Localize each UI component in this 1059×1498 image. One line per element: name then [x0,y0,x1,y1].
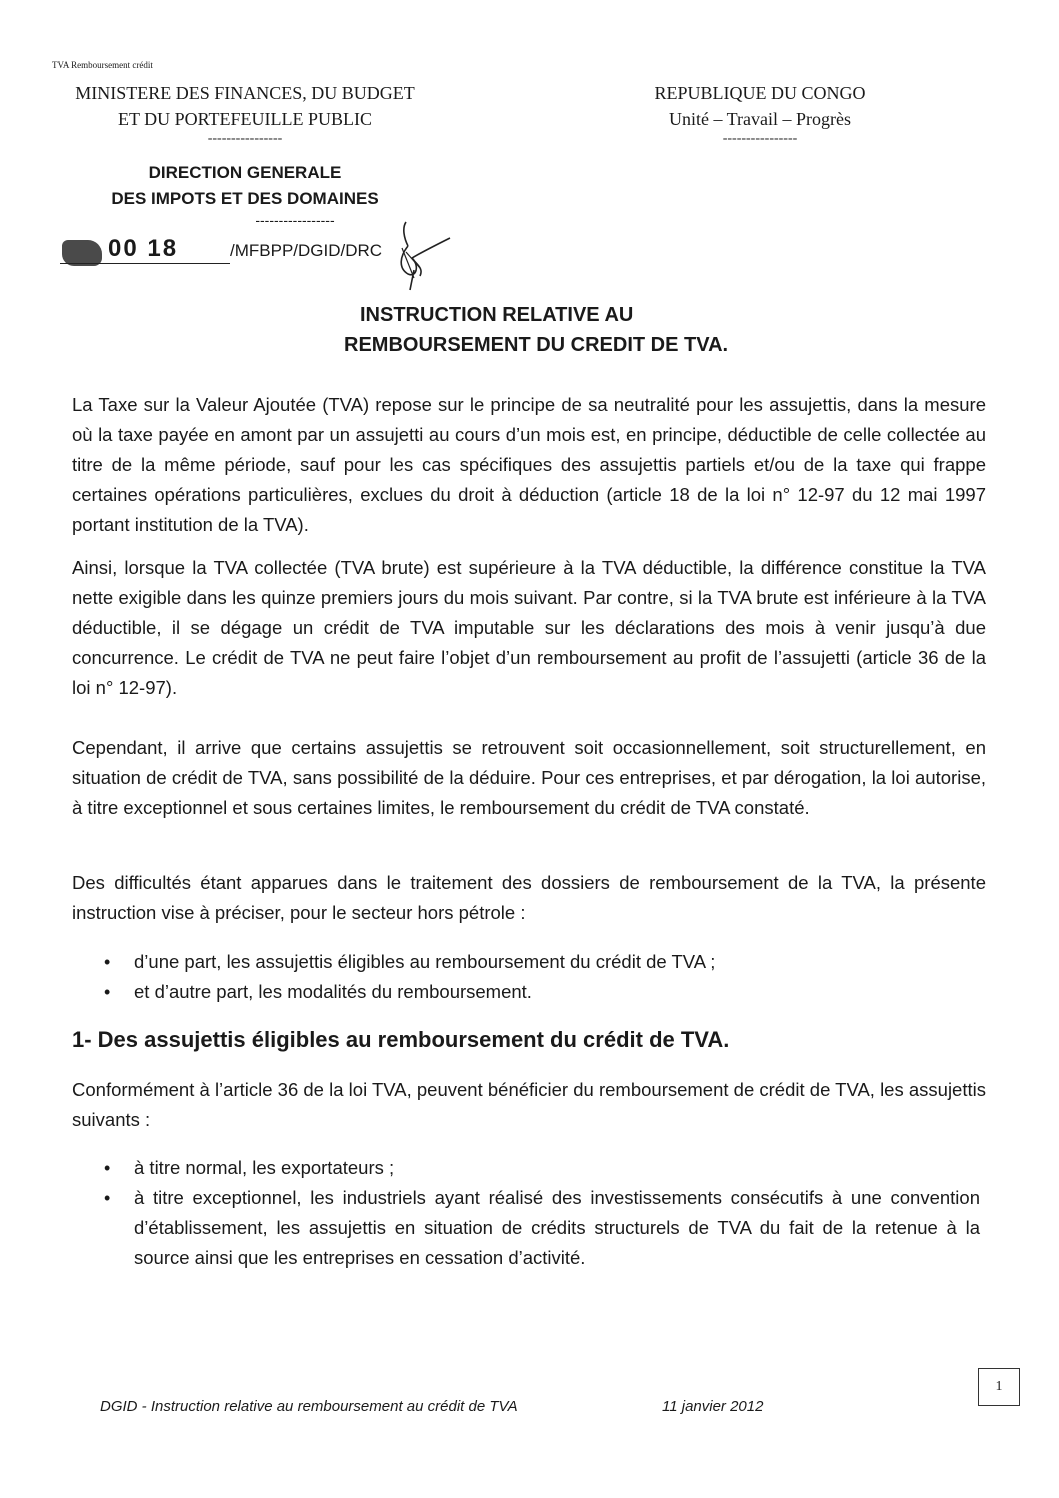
reference-number: 00 18 [60,235,230,264]
ministry-line-1: MINISTERE DES FINANCES, DU BUDGET [75,83,415,103]
republic-motto: Unité – Travail – Progrès [669,109,851,129]
paragraph-credit: Ainsi, lorsque la TVA collectée (TVA brute) est supérieure à la TVA déductible, la différence constitue la TVA nette exigible dans les quinze premiers jours du mois suivant. Par contre, si la TVA brute est inférieure à la TVA déductible, il se dégage un crédit de TVA imputable sur les déclarations des mois à venir jusqu’à due concurrence. Le crédit de TVA ne peut faire l’objet d’un remboursement au profit de l’assujetti (article 36 de la loi n° 12-97). [72,557,986,698]
footer-date: 11 janvier 2012 [662,1398,764,1415]
republic-block [640,80,880,146]
paragraph-intro: La Taxe sur la Valeur Ajoutée (TVA) repose sur le principe de sa neutralité pour les assujettis, dans la mesure où la taxe payée en amont par un assujetti au cours d’un mois est, en principe, déductible de celle collectée au titre de la même période, sauf pour les cas spécifiques des assujettis partiels et/ou de la taxe qui frappe certaines opérations particulières, exclues du droit à déduction (article 18 de la loi n° 12-97 du 12 mai 1997 portant institution de la TVA). [72,394,986,535]
paragraph-eligibility: Conformément à l’article 36 de la loi TVA, peuvent bénéficier du remboursement de crédit de TVA, les assujettis suivants : [72,1079,986,1130]
eligibility-list [100,1153,980,1273]
list-item: • à titre normal, les exportateurs ; [100,1153,980,1183]
direction-block [60,160,430,212]
paragraph-exception: Cependant, il arrive que certains assujettis se retrouvent soit occasionnellement, soit structurellement, en situation de crédit de TVA, sans possibilité de la déduire. Pour ces entreprises, et par dérogation, la loi autorise, à titre exceptionnel et sous certaines limites, le remboursement du crédit de TVA constaté. [72,737,986,818]
reference-suffix: /MFBPP/DGID/DRC [230,241,383,260]
direction-line-1: DIRECTION GENERALE [148,163,342,182]
section-heading: 1- Des assujettis éligibles au remboursement du crédit de TVA. [72,1027,730,1052]
ministry-line-2: ET DU PORTEFEUILLE PUBLIC [117,109,373,129]
title-line-2: REMBOURSEMENT DU CREDIT DE TVA. [344,334,729,356]
purpose-list [100,947,980,1007]
list-item: • d’une part, les assujettis éligibles au remboursement du crédit de TVA ; [100,947,980,977]
direction-dashes: ----------------- [255,212,335,228]
title-line-1: INSTRUCTION RELATIVE AU [360,304,634,326]
signature-icon [394,218,454,292]
republic-line-1: REPUBLIQUE DU CONGO [654,83,866,103]
document-title [300,300,780,360]
reference-line [60,235,382,264]
page-number: 1 [978,1368,1020,1406]
list-item: • à titre exceptionnel, les industriels ayant réalisé des investissements consécutifs à une convention d’établissement, les assujettis en situation de crédits structurels de TVA du fait de la retenue à la source ainsi que les entreprises en cessation d’activité. [100,1183,980,1273]
list-item: • et d’autre part, les modalités du remboursement. [100,977,980,1007]
document-tag: TVA Remboursement crédit [52,60,153,70]
footer-document-name: DGID - Instruction relative au remboursement au crédit de TVA [100,1398,518,1415]
republic-dashes: ---------------- [722,131,798,146]
ministry-dashes: ---------------- [207,131,283,146]
paragraph-purpose: Des difficultés étant apparues dans le traitement des dossiers de remboursement de la TVA, la présente instruction vise à préciser, pour le secteur hors pétrole : [72,872,986,923]
ministry-block [60,80,430,146]
direction-line-2: DES IMPOTS ET DES DOMAINES [111,189,379,208]
